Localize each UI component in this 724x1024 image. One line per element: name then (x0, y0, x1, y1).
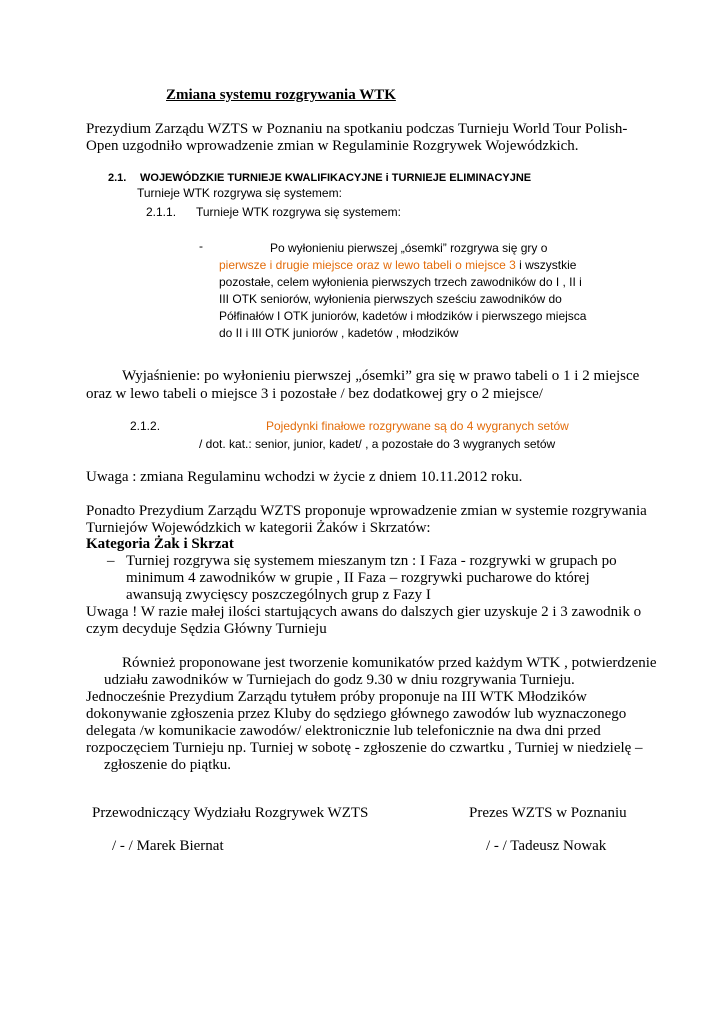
category-heading: Kategoria Żak i Skrzat (86, 536, 234, 552)
section-212-rest: / dot. kat.: senior, junior, kadet/ , a pozostałe do 3 wygranych setów (199, 437, 556, 451)
subsection-number: 2.1.1. (146, 205, 177, 219)
bullet-line-2 (219, 258, 576, 272)
also-line-6: rozpoczęciem Turnieju np. Turniej w sobotę - zgłoszenie do czwartku , Turniej w niedzielę – (86, 740, 643, 756)
bullet-line-3: pozostałe, celem wyłonienia pierwszych trzech zawodników do I , II i (219, 275, 582, 289)
category-dash: – (107, 553, 115, 569)
also-line-5: delegata /w komunikacie zawodów/ elektronicznie lub telefonicznie na dwa dni przed (86, 723, 601, 739)
bullet-line-1: Po wyłonieniu pierwszej „ósemki” rozgrywa się gry o (270, 241, 548, 255)
category-line-1: Turniej rozgrywa się systemem mieszanym tzn : I Faza - rozgrywki w grupach po (126, 553, 617, 569)
signature-right-name: / - / Tadeusz Nowak (486, 838, 607, 854)
signature-left-title: Przewodniczący Wydziału Rozgrywek WZTS (92, 805, 369, 821)
category-line-2: minimum 4 zawodników w grupie , II Faza – rozgrywki pucharowe do której (126, 570, 590, 586)
intro-line-2: Open uzgodniło wprowadzenie zmian w Regulaminie Rozgrywek Wojewódzkich. (86, 138, 579, 154)
section-212-number: 2.1.2. (130, 419, 161, 433)
also-line-1: Również proponowane jest tworzenie komunikatów przed każdym WTK , potwierdzenie (122, 655, 657, 671)
section-number: 2.1. (108, 172, 127, 184)
also-line-2: udziału zawodników w Turniejach do godz 9.30 w dniu rozgrywania Turnieju. (104, 672, 575, 688)
signature-left-name: / - / Marek Biernat (112, 838, 224, 854)
note-warning-line-1: Uwaga ! W razie małej ilości startujących awans do dalszych gier uzyskuje 2 i 3 zawodnik o (86, 604, 642, 620)
note-effective-date: Uwaga : zmiana Regulaminu wchodzi w życie z dniem 10.11.2012 roku. (86, 469, 523, 485)
bullet-line-6: do II i III OTK juniorów , kadetów , młodzików (219, 326, 459, 340)
intro-line-1: Prezydium Zarządu WZTS w Poznaniu na spotkaniu podczas Turnieju World Tour Polish- (86, 121, 628, 137)
bullet-line-5: Półfinałów I OTK juniorów, kadetów i młodzików i pierwszego miejsca (219, 309, 587, 323)
also-line-4: dokonywanie zgłoszenia przez Kluby do sędziego głównego zawodów lub wyznaczonego (86, 706, 627, 722)
section-heading: WOJEWÓDZKIE TURNIEJE KWALIFIKACYJNE i TURNIEJE ELIMINACYJNE (140, 172, 532, 184)
section-212-highlight: Pojedynki finałowe rozgrywane są do 4 wygranych setów (266, 419, 569, 433)
further-line-1: Ponadto Prezydium Zarządu WZTS proponuje wprowadzenie zmian w systemie rozgrywania (86, 503, 647, 519)
bullet-dash: - (199, 239, 203, 253)
further-line-2: Turniejów Wojewódzkich w kategorii Żaków i Skrzatów: (86, 520, 431, 536)
also-line-3: Jednocześnie Prezydium Zarządu tytułem próby proponuje na III WTK Młodzików (86, 689, 587, 705)
also-line-7: zgłoszenie do piątku. (104, 757, 232, 773)
explanation-line-2: oraz w lewo tabeli o miejsce 3 i pozostałe / bez dodatkowej gry o 2 miejsce/ (86, 386, 543, 402)
document-title: Zmiana systemu rozgrywania WTK (166, 87, 396, 103)
note-warning-line-2: czym decyduje Sędzia Główny Turnieju (86, 621, 327, 637)
bullet-line-2-rest: i wszystkie (515, 258, 577, 272)
category-line-3: awansują zwycięscy poszczególnych grup z Fazy I (126, 587, 431, 603)
bullet-line-2-highlight: pierwsze i drugie miejsce oraz w lewo tabeli o miejsce 3 (219, 258, 516, 272)
section-line: Turnieje WTK rozgrywa się systemem: (137, 186, 342, 200)
signature-right-title: Prezes WZTS w Poznaniu (469, 805, 627, 821)
explanation-line-1: Wyjaśnienie: po wyłonieniu pierwszej „ósemki” gra się w prawo tabeli o 1 i 2 miejsce (122, 368, 640, 384)
subsection-text: Turnieje WTK rozgrywa się systemem: (196, 205, 401, 219)
bullet-line-4: III OTK seniorów, wyłonienia pierwszych sześciu zawodników do (219, 292, 562, 306)
